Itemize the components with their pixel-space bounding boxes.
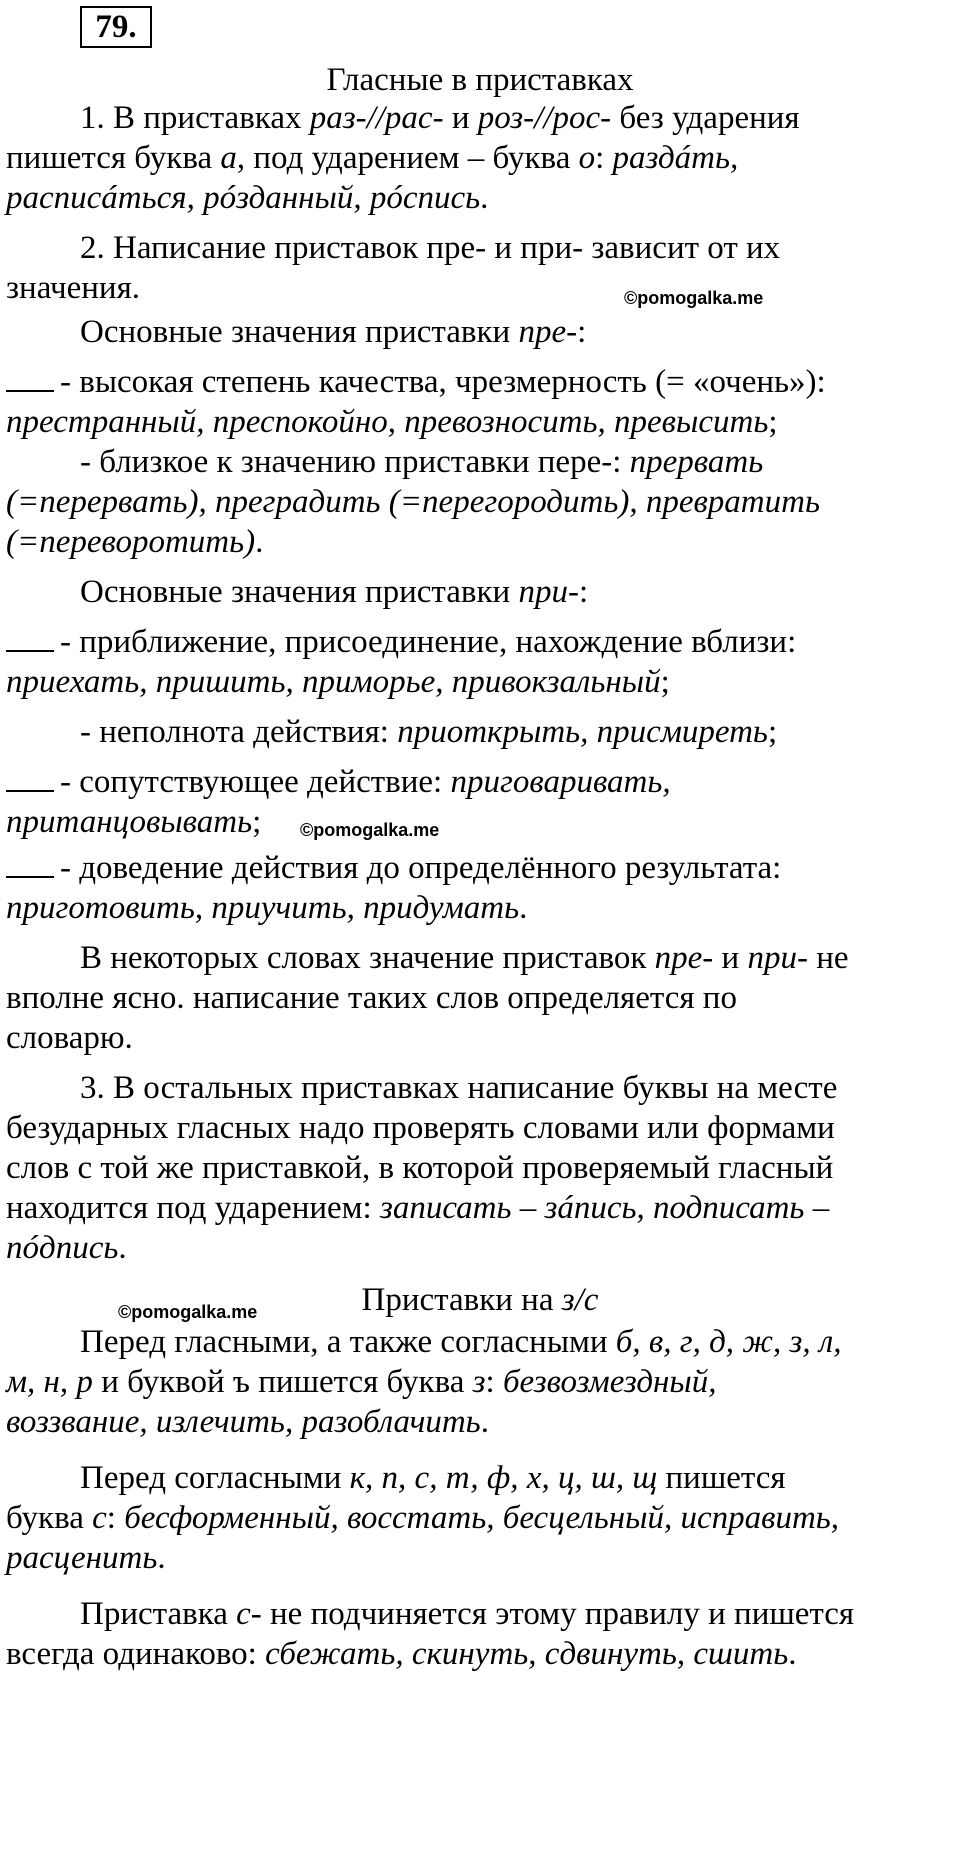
dictionary-note-line2: вполне ясно. написание таких слов определяется по bbox=[6, 980, 737, 1016]
watermark: ©pomogalka.me bbox=[300, 820, 440, 840]
pri-meaning-4-line1: - доведение действия до определённого результата: bbox=[6, 848, 781, 888]
blank-mark bbox=[6, 768, 54, 792]
s-rule-line2: буква с: бесформенный, восстать, бесцельный, исправить, bbox=[6, 1500, 840, 1536]
pre-meaning-1-examples: престранный, преспокойно, превозносить, превысить; bbox=[6, 404, 778, 440]
watermark: ©pomogalka.me bbox=[118, 1302, 258, 1322]
s-prefix-rule-line1: Приставка с- не подчиняется этому правилу и пишется bbox=[80, 1596, 855, 1632]
section-title-vowels: Гласные в приставках bbox=[326, 62, 634, 98]
rule3-line5: пóдпись. bbox=[6, 1230, 127, 1266]
pre-meaning-2-line2: (=перервать), преградить (=перегородить), превратить bbox=[6, 484, 820, 520]
pre-meaning-2-line1: - близкое к значению приставки пере-: прервать bbox=[80, 444, 764, 480]
pri-meaning-1-examples: приехать, пришить, приморье, привокзальный; bbox=[6, 664, 670, 700]
watermark: ©pomogalka.me bbox=[624, 288, 764, 308]
exercise-number-box bbox=[80, 6, 152, 48]
rule1-line3: расписáться, рóзданный, рóспись. bbox=[6, 180, 489, 216]
rule3-line4: находится под ударением: записать – зáпись, подписать – bbox=[6, 1190, 830, 1226]
pri-meaning-4-examples: приготовить, приучить, придумать. bbox=[6, 890, 528, 926]
rule2-line2: значения. bbox=[6, 270, 141, 306]
z-rule-line3: воззвание, излечить, разоблачить. bbox=[6, 1404, 489, 1440]
rule1-line1: 1. В приставках раз-//рас- и роз-//рос- без ударения bbox=[80, 100, 800, 136]
pre-meaning-2-line3: (=переворотить). bbox=[6, 524, 264, 560]
rule1-line2: пишется буква а, под ударением – буква о: раздáть, bbox=[6, 140, 739, 176]
rule3-line1: 3. В остальных приставках написание буквы на месте bbox=[80, 1070, 838, 1106]
rule3-line3: слов с той же приставкой, в которой проверяемый гласный bbox=[6, 1150, 834, 1186]
exercise-number: 79. bbox=[95, 8, 137, 45]
pri-meaning-1-line1: - приближение, присоединение, нахождение вблизи: bbox=[6, 622, 796, 662]
section-title-z-s: Приставки на з/с bbox=[361, 1282, 599, 1318]
s-prefix-rule-line2: всегда одинаково: сбежать, скинуть, сдвинуть, сшить. bbox=[6, 1636, 797, 1672]
pri-meaning-2: - неполнота действия: приоткрыть, присмиреть; bbox=[80, 714, 778, 750]
rule3-line2: безударных гласных надо проверять словами или формами bbox=[6, 1110, 835, 1146]
pri-meaning-3-line2: пританцовывать; bbox=[6, 804, 262, 840]
blank-mark bbox=[6, 368, 54, 392]
z-rule-line1: Перед гласными, а также согласными б, в, г, д, ж, з, л, bbox=[80, 1324, 842, 1360]
rule2-line1: 2. Написание приставок пре- и при- зависит от их bbox=[80, 230, 781, 266]
pre-meanings-heading: Основные значения приставки пре-: bbox=[80, 314, 587, 350]
s-rule-line3: расценить. bbox=[6, 1540, 166, 1576]
dictionary-note-line1: В некоторых словах значение приставок пре- и при- не bbox=[80, 940, 849, 976]
blank-mark bbox=[6, 854, 54, 878]
pri-meaning-3-line1: - сопутствующее действие: приговаривать, bbox=[6, 762, 671, 802]
s-rule-line1: Перед согласными к, п, с, т, ф, х, ц, ш, щ пишется bbox=[80, 1460, 786, 1496]
pri-meanings-heading: Основные значения приставки при-: bbox=[80, 574, 589, 610]
dictionary-note-line3: словарю. bbox=[6, 1020, 133, 1056]
blank-mark bbox=[6, 628, 54, 652]
z-rule-line2: м, н, р и буквой ъ пишется буква з: безвозмездный, bbox=[6, 1364, 717, 1400]
pre-meaning-1-line1: - высокая степень качества, чрезмерность (= «очень»): bbox=[6, 362, 826, 402]
